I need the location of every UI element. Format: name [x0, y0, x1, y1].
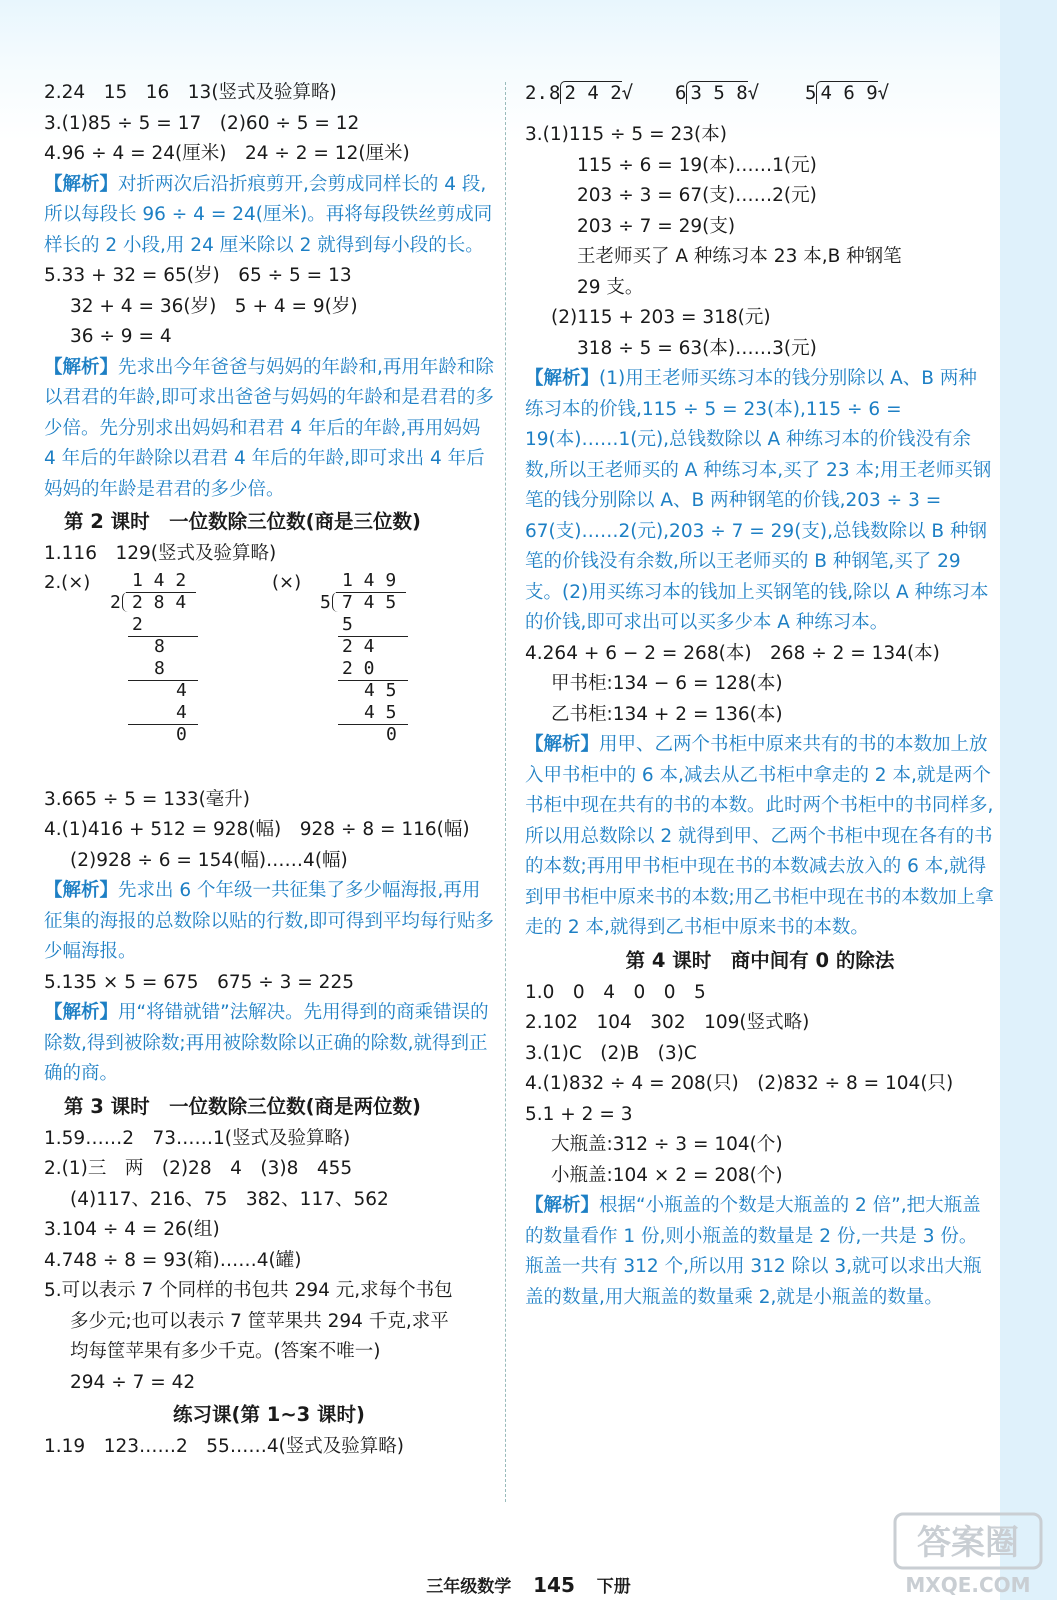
step: 4: [176, 701, 187, 723]
answer-line: 1.59……2 73……1(竖式及验算略): [44, 1127, 351, 1149]
watermark-icon: [893, 1510, 1043, 1600]
answer-line: 3.104 ÷ 4 = 26(组): [44, 1219, 220, 1240]
footer-volume: 下册: [596, 1577, 631, 1597]
analysis-block: [44, 353, 494, 506]
answer-line: 3.665 ÷ 5 = 133(毫升): [44, 788, 251, 810]
watermark-logo: [893, 1510, 1043, 1600]
analysis-label: 【解析】: [44, 173, 119, 195]
answer-line: 多少元;也可以表示 7 筐苹果共 294 千克,求平: [70, 1310, 449, 1332]
lesson-heading: 练习课(第 1~3 课时): [173, 1403, 365, 1426]
check-mark: √: [621, 82, 634, 104]
analysis-label: 【解析】: [44, 1002, 119, 1023]
answer-line: 大瓶盖:312 ÷ 3 = 104(个): [551, 1134, 783, 1155]
analysis-text: 用甲、乙两个书柜中原来共有的书的本数加上放入甲书柜中的 6 本,减去从乙书柜中拿走的 2 本,就是两个书柜中现在共有的书的本数。此时两个书柜中的书同样多,所以用总数除以 2 就得到甲、乙两个书柜中现在各有的书的本数;再用甲书柜中现在书的本数减去放入的 6 本,就得到甲书柜中原来书的本数;用乙书柜中现在书的本数加上拿走的 2 本,就得到乙书柜中原来书的本数。: [525, 734, 994, 938]
analysis-text: 用“将错就错”法解决。先用得到的商乘错误的除数,得到被除数;再用被除数除以正确的除数,就得到正确的商。: [44, 1002, 489, 1084]
page-number: 145: [533, 1573, 575, 1597]
answer-label: 2.: [525, 82, 548, 104]
lesson-heading: 第 4 课时 商中间有 0 的除法: [625, 948, 895, 972]
answer-line: 32 + 4 = 36(岁) 5 + 4 = 9(岁): [70, 295, 358, 317]
right-column: [525, 78, 995, 1313]
analysis-label: 【解析】: [525, 368, 600, 389]
answer-line: 乙书柜:134 + 2 = 136(本): [551, 703, 783, 725]
answer-line: 小瓶盖:104 × 2 = 208(个): [551, 1164, 783, 1186]
analysis-block: [44, 170, 494, 262]
dividend: 7 4 5: [342, 591, 397, 613]
answer-line: 5.135 × 5 = 675 675 ÷ 3 = 225: [44, 971, 354, 993]
short-division: 5 4 6 9√: [805, 82, 890, 104]
answer-line: 203 ÷ 7 = 29(支): [577, 215, 736, 237]
check-mark: √: [747, 82, 760, 104]
step: 5: [342, 613, 353, 635]
answer-line: 5.1 + 2 = 3: [525, 1103, 633, 1125]
analysis-block: [44, 998, 494, 1090]
long-division-row: [44, 570, 494, 785]
answer-line: 203 ÷ 3 = 67(支)……2(元): [577, 185, 817, 206]
column-divider: [505, 82, 506, 1502]
analysis-text: (1)用王老师买练习本的钱分别除以 A、B 两种练习本的价钱,115 ÷ 5 = 23(本),115 ÷ 6 = 19(本)……1(元),总钱数除以 A 种练习本的价钱没有余数,所以王老师买的 A 种练习本,买了 23 本;用王老师买钢笔的钱分别除以 A、B 两种钢笔的价钱,203 ÷ 3 = 67(支)……2(元),203 ÷ 7 = 29(支),总钱数除以 B 种钢笔的价钱没有余数,所以王老师买的 B 种钢笔,买了 29 支。(2)用买练习本的钱加上买钢笔的钱,除以 A 种练习本的价钱,即可求出可以买多少本 A 种练习本。: [525, 368, 992, 633]
division-check-row: [525, 78, 995, 120]
answer-line: 4.(1)832 ÷ 4 = 208(只) (2)832 ÷ 8 = 104(只): [525, 1073, 954, 1094]
analysis-label: 【解析】: [525, 1195, 600, 1216]
answer-line: 5.33 + 32 = 65(岁) 65 ÷ 5 = 13: [44, 265, 352, 286]
watermark-brand: 答案圈: [917, 1523, 1019, 1563]
answer-line: 29 支。: [577, 276, 644, 298]
answer-line: 4.264 + 6 − 2 = 268(本) 268 ÷ 2 = 134(本): [525, 642, 940, 664]
answer-line: 1.116 129(竖式及验算略): [44, 543, 277, 564]
step: 2 4: [342, 635, 375, 657]
lesson-heading: 第 3 课时 一位数除三位数(商是两位数): [64, 1094, 421, 1118]
step: 4: [176, 679, 187, 701]
analysis-block: [525, 730, 995, 944]
step: 0: [176, 723, 187, 745]
quotient: 1 4 9: [342, 569, 397, 591]
answer-line: 3.(1)115 ÷ 5 = 23(本): [525, 124, 727, 145]
answer-line: 1.19 123……2 55……4(竖式及验算略): [44, 1436, 405, 1457]
divisor: 5: [320, 591, 331, 613]
step: 2: [132, 613, 143, 635]
quotient: 1 4 2: [132, 569, 187, 591]
short-division: 6 3 5 8√: [675, 82, 760, 104]
answer-line: 4.748 ÷ 8 = 93(箱)……4(罐): [44, 1249, 302, 1271]
answer-line: 318 ÷ 5 = 63(本)……3(元): [577, 337, 817, 359]
margin-decoration: [1000, 0, 1057, 1600]
watermark-site: MXQE.COM: [905, 1573, 1031, 1597]
answer-line: 4.(1)416 + 512 = 928(幅) 928 ÷ 8 = 116(幅): [44, 819, 470, 840]
step: 2 0: [342, 657, 375, 679]
analysis-text: 先求出今年爸爸与妈妈的年龄和,再用年龄和除以君君的年龄,即可求出爸爸与妈妈的年龄和是君君的多少倍。先分别求出妈妈和君君 4 年后的年龄,再用妈妈 4 年后的年龄除以君君 4 年后的年龄,即可求出 4 年后妈妈的年龄是君君的多少倍。: [44, 356, 494, 500]
analysis-block: [525, 364, 995, 639]
step: 8: [154, 657, 165, 679]
answer-line: 4.96 ÷ 4 = 24(厘米) 24 ÷ 2 = 12(厘米): [44, 143, 410, 164]
answer-line: 294 ÷ 7 = 42: [70, 1371, 196, 1393]
answer-line: 1.0 0 4 0 0 5: [525, 981, 706, 1003]
answer-line: 甲书柜:134 − 6 = 128(本): [551, 673, 783, 694]
answer-line: 36 ÷ 9 = 4: [70, 326, 172, 347]
short-division: 8 2 4 2√: [549, 82, 634, 104]
answer-line: (2)928 ÷ 6 = 154(幅)……4(幅): [70, 849, 348, 871]
left-column: [44, 78, 494, 1463]
answer-line: 2.(1)三 两 (2)28 4 (3)8 455: [44, 1158, 353, 1179]
answer-line: 3.(1)85 ÷ 5 = 17 (2)60 ÷ 5 = 12: [44, 112, 360, 134]
analysis-label: 【解析】: [44, 356, 119, 378]
answer-line: 王老师买了 A 种练习本 23 本,B 种钢笔: [577, 246, 902, 267]
answer-line: (2)115 + 203 = 318(元): [551, 307, 771, 328]
answer-line: 3.(1)C (2)B (3)C: [525, 1042, 697, 1064]
analysis-text: 对折两次后沿折痕剪开,会剪成同样长的 4 段,所以每段长 96 ÷ 4 = 24(厘米)。再将每段铁丝剪成同样长的 2 小段,用 24 厘米除以 2 就得到每小段的长。: [44, 173, 493, 256]
step: 0: [386, 723, 397, 745]
answer-line: 均每筐苹果有多少千克。(答案不唯一): [70, 1341, 381, 1362]
analysis-text: 先求出 6 个年级一共征集了多少幅海报,再用征集的海报的总数除以贴的行数,即可得到平均每行贴多少幅海报。: [44, 880, 494, 962]
wrong-mark: (×): [272, 571, 302, 593]
answer-line: 5.可以表示 7 个同样的书包共 294 元,求每个书包: [44, 1280, 453, 1301]
divisor: 2: [110, 591, 121, 613]
check-mark: √: [877, 82, 890, 104]
wrong-mark: ×: [68, 571, 84, 593]
answer-line: (4)117、216、75 382、117、562: [70, 1188, 389, 1210]
step: 4 5: [364, 679, 397, 701]
analysis-label: 【解析】: [525, 734, 600, 755]
analysis-block: [525, 1191, 995, 1313]
answer-line: 2.(×): [44, 571, 91, 593]
footer-grade: 三年级数学: [426, 1577, 512, 1597]
answer-line: 2.102 104 302 109(竖式略): [525, 1012, 810, 1033]
analysis-text: 根据“小瓶盖的个数是大瓶盖的 2 倍”,把大瓶盖的数量看作 1 份,则小瓶盖的数量是 2 份,一共是 3 份。瓶盖一共有 312 个,所以用 312 除以 3,就可以求出大瓶盖的数量,用大瓶盖的数量乘 2,就是小瓶盖的数量。: [525, 1195, 982, 1308]
lesson-heading: 第 2 课时 一位数除三位数(商是三位数): [64, 510, 421, 533]
answer-line: 115 ÷ 6 = 19(本)……1(元): [577, 154, 817, 176]
dividend: 2 8 4: [132, 591, 187, 613]
answer-line: 2.24 15 16 13(竖式及验算略): [44, 82, 337, 103]
analysis-label: 【解析】: [44, 880, 119, 901]
analysis-block: [44, 876, 494, 968]
step: 4 5: [364, 701, 397, 723]
step: 8: [154, 635, 165, 657]
